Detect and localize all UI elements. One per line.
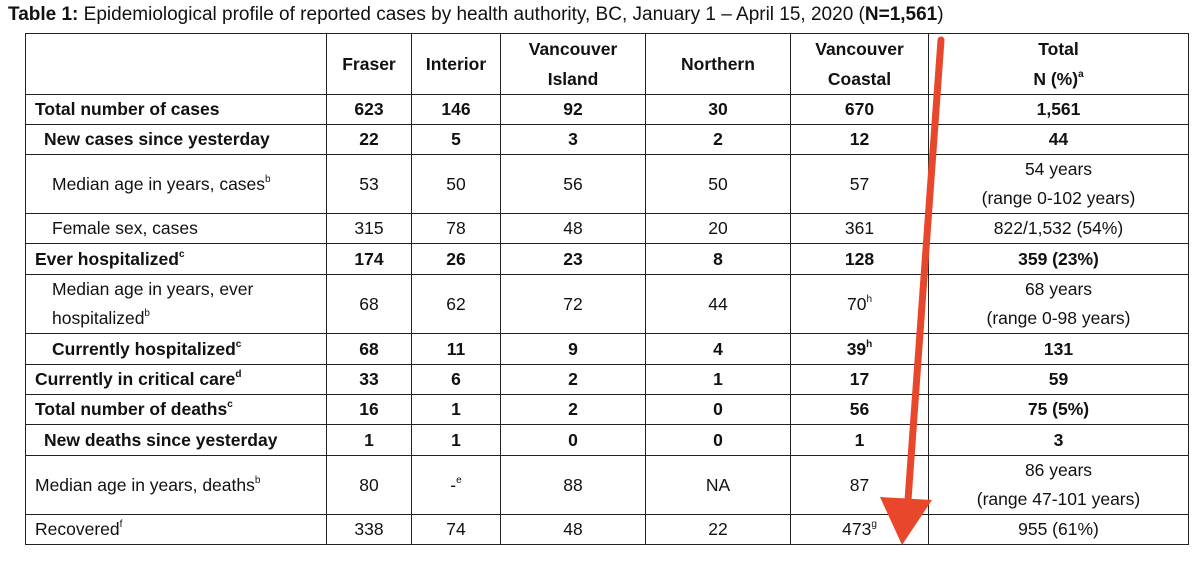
cell-value: 8 [713,248,723,269]
row-label-text: New deaths since yesterday [44,429,278,450]
table-row [26,425,1189,456]
cell-value: 56 [563,173,583,194]
cell-fraser [327,214,412,244]
cell-value: 1 [854,429,865,450]
cell-value: 88 [563,474,583,495]
cell-value: 670 [844,99,875,119]
row-label-text: Currently hospitalized [52,338,236,359]
cell-northern [646,334,791,365]
header-blank [26,34,327,95]
header-vi-line1: Vancouver [528,39,618,59]
cell-fraser [327,425,412,456]
cell-value: 87 [849,474,870,495]
row-label [26,515,327,545]
row-label-line1: Median age in years, ever [52,279,254,299]
cell-value: 57 [849,173,870,194]
cell-vancouver-island [501,244,646,275]
cell-total: 822/1,532 (54%) [929,214,1189,244]
cell-value: 473 [842,519,872,539]
cell-value: 30 [708,99,728,119]
cell-value: 1 [451,399,461,419]
cell-value: 16 [359,399,379,419]
cell-vancouver-island [501,125,646,155]
cell-value: 174 [354,248,384,269]
row-label [26,244,327,275]
table-row [26,515,1189,545]
footnote-marker: c [227,399,233,410]
cell-value: 68 [359,338,379,359]
table-row [26,365,1189,395]
cell-value: 1 [364,429,374,450]
row-label-text: Total number of cases [35,99,220,119]
cell-northern [646,214,791,244]
row-label [26,214,327,244]
cell-value: 68 [359,293,379,314]
cell-value: 56 [849,399,870,419]
cell-value: 11 [446,338,466,359]
table-row [26,334,1189,365]
cell-vancouver-coastal [791,155,929,214]
cell-value: 9 [568,338,578,359]
total-line2: (range 0-98 years) [986,308,1131,328]
row-label-text: Recovered [35,519,120,539]
footnote-marker: h [866,293,873,305]
cell-value: 78 [446,218,466,238]
cell-value: 44 [708,293,728,314]
cell-northern [646,515,791,545]
row-label [26,456,327,515]
row-label-text: Median age in years, cases [52,173,266,194]
row-label-text: Female sex, cases [52,218,198,238]
cell-northern [646,275,791,334]
cell-value: 22 [708,519,728,539]
cell-vancouver-island [501,214,646,244]
row-label [26,125,327,155]
cell-vancouver-coastal [791,395,929,425]
cell-value: 33 [359,369,379,389]
cell-value: 5 [451,129,461,149]
cell-value: 2 [568,399,578,419]
cell-value: 361 [844,218,875,238]
table-row [26,395,1189,425]
header-vc-line2: Coastal [827,69,892,89]
cell-interior [412,456,501,515]
header-row [26,34,1189,95]
header-interior: Interior [412,34,501,95]
cell-value: 62 [446,293,466,314]
cell-value: 92 [563,99,583,119]
footnote-marker: h [866,338,873,350]
cell-value: 23 [563,248,583,269]
cell-value: 12 [849,129,870,149]
cell-interior [412,515,501,545]
cell-total: 359 (23%) [929,244,1189,275]
cell-vancouver-coastal [791,365,929,395]
footnote-marker: g [871,519,877,530]
cell-vancouver-coastal [791,125,929,155]
cell-value: 315 [354,218,384,238]
cell-value: 1 [713,369,723,389]
cell-value: 20 [708,218,728,238]
cell-value: 80 [359,474,379,495]
cell-fraser [327,125,412,155]
total-line2: (range 0-102 years) [981,188,1136,208]
cell-fraser [327,275,412,334]
cell-interior [412,214,501,244]
row-label-text: Median age in years, deaths [35,474,255,495]
table-row [26,155,1189,214]
table-row [26,214,1189,244]
cell-value: 2 [568,369,578,389]
cell-value: 1 [451,429,461,450]
cell-value: 2 [713,129,723,149]
caption-n: N=1,561 [864,4,938,25]
total-line1: 86 years [1024,460,1093,480]
cell-total [929,275,1189,334]
cell-value: 0 [568,429,578,450]
cell-vancouver-coastal [791,95,929,125]
cell-vancouver-coastal [791,334,929,365]
cell-value: 623 [354,99,384,119]
header-total-line1: Total [1038,39,1079,59]
row-label [26,395,327,425]
table-row [26,456,1189,515]
row-label-text: New cases since yesterday [44,129,270,149]
cell-value: 53 [359,173,379,194]
cell-value: 39 [846,338,867,359]
cell-value: 22 [359,129,379,149]
cell-northern [646,244,791,275]
footnote-marker: e [456,474,462,486]
footnote-marker: f [119,519,123,530]
cell-vancouver-island [501,395,646,425]
header-total-sup: a [1078,69,1084,80]
cell-total [929,155,1189,214]
row-label [26,155,327,214]
cell-total: 59 [929,365,1189,395]
cell-vancouver-coastal [791,214,929,244]
footnote-marker: b [144,308,150,319]
cell-fraser [327,395,412,425]
total-line2: (range 47-101 years) [976,489,1141,509]
footnote-marker: c [235,338,242,350]
cell-vancouver-island [501,425,646,456]
cell-value: 3 [568,129,578,149]
cell-value: 50 [708,173,728,194]
cell-northern [646,155,791,214]
row-label-line2: hospitalized [52,308,145,328]
cell-northern [646,365,791,395]
cell-value: 128 [844,248,875,269]
cell-fraser [327,515,412,545]
cell-value: 6 [451,369,461,389]
cell-total: 131 [929,334,1189,365]
total-line1: 68 years [1024,279,1093,299]
cell-interior [412,334,501,365]
epi-table [25,33,1189,545]
cell-value: 0 [713,429,723,450]
header-total-n: N (%) [1033,69,1079,89]
cell-vancouver-island [501,334,646,365]
cell-value: 17 [849,369,870,389]
cell-fraser [327,334,412,365]
caption-suffix: ) [937,4,944,25]
cell-interior [412,425,501,456]
cell-vancouver-coastal [791,515,929,545]
caption-text: Epidemiological profile of reported cases by health authority, BC, January 1 – April 15, 2020 ( [78,4,865,25]
cell-interior [412,395,501,425]
cell-value: 4 [713,338,723,359]
cell-fraser [327,95,412,125]
cell-vancouver-coastal [791,425,929,456]
cell-value: 48 [563,519,583,539]
row-label [26,365,327,395]
header-vi-line2: Island [547,69,599,89]
header-vc-line1: Vancouver [815,39,904,59]
cell-fraser [327,365,412,395]
cell-value: 0 [713,399,723,419]
footnote-marker: b [254,474,261,486]
cell-interior [412,244,501,275]
cell-vancouver-island [501,456,646,515]
cell-northern [646,456,791,515]
cell-interior [412,275,501,334]
row-label-text: Currently in critical care [35,369,236,389]
table-row [26,95,1189,125]
cell-value: 70 [846,293,867,314]
footnote-marker: b [265,173,271,185]
table-row [26,275,1189,334]
cell-interior [412,95,501,125]
header-northern: Northern [646,34,791,95]
cell-northern [646,425,791,456]
header-vancouver-coastal [791,34,929,95]
cell-value: 338 [354,519,384,539]
table-row [26,244,1189,275]
cell-interior [412,365,501,395]
cell-total: 3 [929,425,1189,456]
row-label-text: Ever hospitalized [35,248,179,269]
cell-vancouver-island [501,95,646,125]
footnote-marker: c [178,248,185,260]
cell-vancouver-island [501,155,646,214]
table-caption [8,4,944,26]
cell-value: 146 [441,99,471,119]
table-row [26,125,1189,155]
header-total-line2 [933,64,1184,94]
cell-total [929,456,1189,515]
cell-value: 74 [446,519,466,539]
cell-vancouver-coastal [791,244,929,275]
cell-northern [646,125,791,155]
cell-vancouver-island [501,515,646,545]
row-label [26,334,327,365]
cell-total: 44 [929,125,1189,155]
cell-interior [412,155,501,214]
cell-vancouver-island [501,275,646,334]
cell-fraser [327,155,412,214]
cell-value: - [450,474,457,495]
cell-fraser [327,244,412,275]
cell-vancouver-island [501,365,646,395]
cell-value: NA [705,474,731,495]
cell-value: 50 [446,173,466,194]
cell-fraser [327,456,412,515]
header-vancouver-island [501,34,646,95]
caption-prefix: Table 1: [8,4,79,25]
header-fraser: Fraser [327,34,412,95]
cell-value: 48 [563,218,583,238]
cell-value: 72 [563,293,583,314]
footnote-marker: d [235,369,242,380]
cell-value: 26 [446,248,466,269]
cell-total: 1,561 [929,95,1189,125]
row-label [26,275,327,334]
header-total [929,34,1189,95]
row-label [26,95,327,125]
row-label [26,425,327,456]
cell-total: 955 (61%) [929,515,1189,545]
cell-northern [646,95,791,125]
cell-total: 75 (5%) [929,395,1189,425]
row-label-text: Total number of deaths [35,399,228,419]
cell-vancouver-coastal [791,275,929,334]
cell-vancouver-coastal [791,456,929,515]
total-line1: 54 years [1024,159,1093,179]
cell-northern [646,395,791,425]
cell-interior [412,125,501,155]
